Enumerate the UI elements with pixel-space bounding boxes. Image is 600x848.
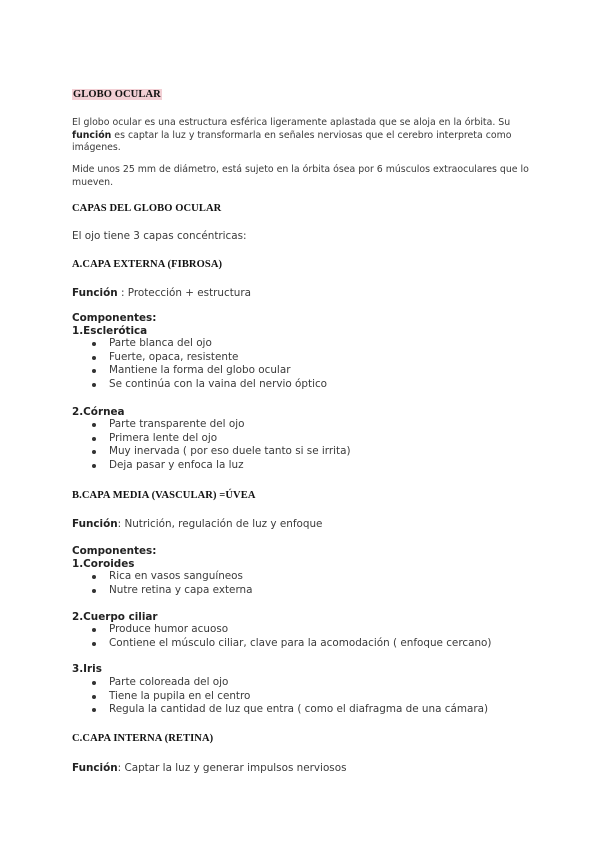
page-title <box>72 89 162 100</box>
list-item: Produce humor acuoso <box>72 623 491 637</box>
list-item: Fuerte, opaca, resistente <box>72 351 327 365</box>
list-item: Nutre retina y capa externa <box>72 584 253 598</box>
capa-b-function <box>72 518 322 530</box>
intro-bold-word: función <box>72 129 112 141</box>
components-label: Componentes: <box>72 545 157 557</box>
list-item: Primera lente del ojo <box>72 432 351 446</box>
components-label: Componentes: <box>72 312 157 324</box>
list-item: Deja pasar y enfoca la luz <box>72 459 351 473</box>
function-text: : Protección + estructura <box>117 287 252 299</box>
bullet-list-esclerotica <box>72 337 327 391</box>
function-text: : Captar la luz y generar impulsos nerviosos <box>117 762 347 774</box>
capa-c-function <box>72 762 347 774</box>
function-label: Función <box>72 518 118 530</box>
intro-text-end: es captar la luz y transformarla en señales nerviosas que el cerebro interpreta como imágenes. <box>72 129 512 153</box>
list-item: Parte transparente del ojo <box>72 418 351 432</box>
bullet-list-coroides <box>72 570 253 597</box>
component-title: 1.Coroides <box>72 558 135 570</box>
list-item: Parte coloreada del ojo <box>72 676 488 690</box>
function-label: Función <box>72 762 118 774</box>
capas-text: El ojo tiene 3 capas concéntricas: <box>72 230 247 242</box>
intro-paragraph-1 <box>72 117 542 155</box>
intro-text-start: El globo ocular es una estructura esférica ligeramente aplastada que se aloja en la órbita. Su <box>72 117 511 128</box>
component-title: 2.Cuerpo ciliar <box>72 611 158 623</box>
bullet-list-cornea <box>72 418 351 472</box>
list-item: Muy inervada ( por eso duele tanto si se irrita) <box>72 445 351 459</box>
section-heading-capas: CAPAS DEL GLOBO OCULAR <box>72 203 222 214</box>
list-item: Rica en vasos sanguíneos <box>72 570 253 584</box>
bullet-list-iris <box>72 676 488 717</box>
capa-a-function <box>72 287 251 299</box>
list-item: Contiene el músculo ciliar, clave para la acomodación ( enfoque cercano) <box>72 637 491 651</box>
component-title: 1.Esclerótica <box>72 325 148 337</box>
function-text: : Nutrición, regulación de luz y enfoque <box>117 518 323 530</box>
heading-capa-media: B.CAPA MEDIA (VASCULAR) =ÚVEA <box>72 490 256 501</box>
list-item: Mantiene la forma del globo ocular <box>72 364 327 378</box>
heading-capa-interna: C.CAPA INTERNA (RETINA) <box>72 733 214 744</box>
list-item: Se continúa con la vaina del nervio óptico <box>72 378 327 392</box>
heading-capa-externa: A.CAPA EXTERNA (FIBROSA) <box>72 259 223 270</box>
list-item: Tiene la pupila en el centro <box>72 690 488 704</box>
list-item: Parte blanca del ojo <box>72 337 327 351</box>
component-title: 2.Córnea <box>72 406 125 418</box>
component-title: 3.Iris <box>72 663 102 675</box>
bullet-list-cuerpo-ciliar <box>72 623 491 650</box>
intro-paragraph-2: Mide unos 25 mm de diámetro, está sujeto en la órbita ósea por 6 músculos extraoculares que lo mueven. <box>72 164 529 188</box>
highlighted-title: GLOBO OCULAR <box>73 89 161 100</box>
function-label: Función <box>72 287 118 299</box>
list-item: Regula la cantidad de luz que entra ( como el diafragma de una cámara) <box>72 703 488 717</box>
